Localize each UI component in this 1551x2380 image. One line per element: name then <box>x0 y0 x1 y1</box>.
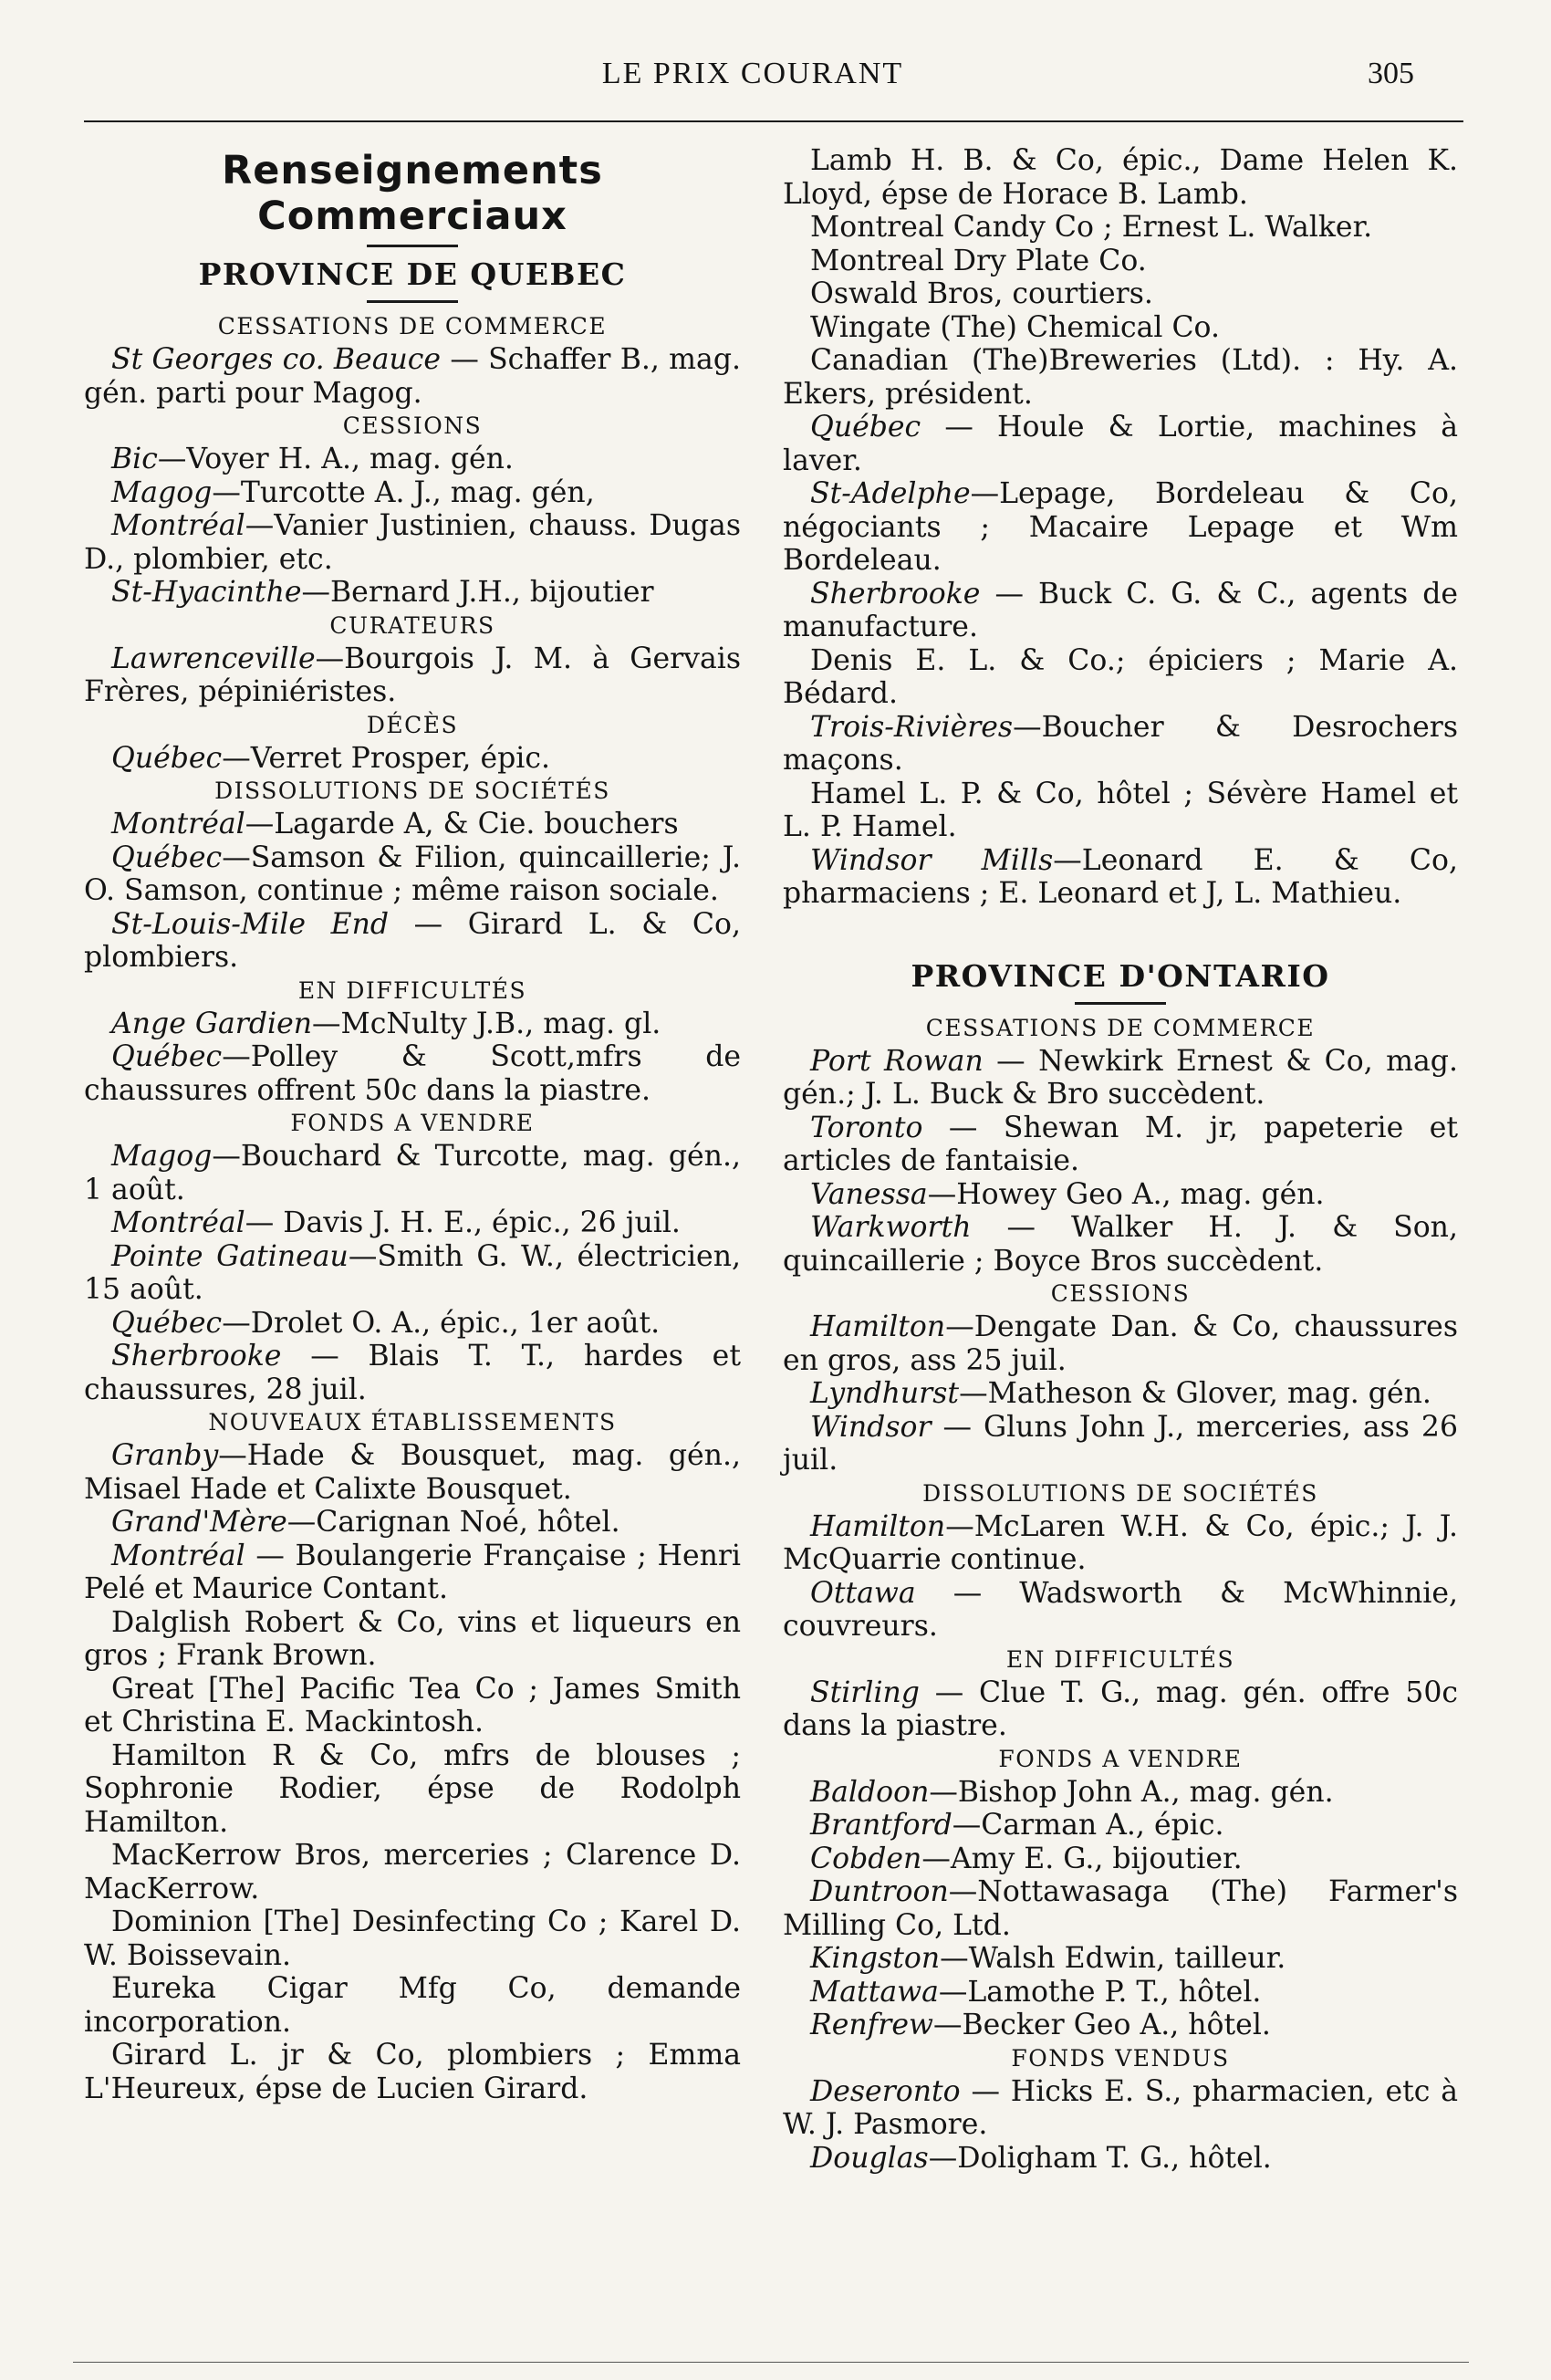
entry-place: Hamilton <box>810 1310 946 1343</box>
entry-place: Grand'Mère <box>111 1506 287 1539</box>
entry <box>84 443 741 476</box>
entry-separator: — <box>389 907 468 941</box>
entry-separator: — <box>222 840 251 874</box>
entry <box>783 211 1458 245</box>
entry-text: Girard L. & Co, plombiers. <box>84 907 741 974</box>
entry <box>783 1577 1458 1644</box>
entry-text: Newkirk Ernest & Co, mag. gén.; J. L. Buck & Bro succèdent. <box>783 1044 1458 1111</box>
entry <box>84 1540 741 1606</box>
entry <box>783 1377 1458 1411</box>
entry <box>84 343 741 410</box>
entry-text: Bernard J.H., bijoutier <box>330 576 654 609</box>
entry-text: Carman A., épic. <box>981 1809 1224 1842</box>
entries-continued <box>783 144 1458 911</box>
province-rule <box>1075 1002 1166 1005</box>
entry <box>783 1942 1458 1976</box>
entry-place: Montréal <box>111 808 245 840</box>
entry <box>783 277 1458 311</box>
entry-text: Carignan Noé, hôtel. <box>316 1506 620 1539</box>
entry-text: Turcotte A. J., mag. gén, <box>240 475 595 509</box>
entry <box>783 711 1458 778</box>
entry-text: Nottawasaga (The) Farmer's Milling Co, Ltd. <box>783 1875 1458 1942</box>
entry <box>783 1976 1458 2009</box>
entry <box>783 344 1458 411</box>
entry-separator: — <box>245 808 275 840</box>
section-heading-difficultes: EN DIFFICULTÉS <box>297 976 527 1004</box>
entry-separator: — <box>441 343 489 376</box>
entry-text: Smith G. W., électricien, 15 août. <box>84 1239 742 1306</box>
entry-separator: — <box>932 2009 963 2041</box>
entries-curateurs <box>84 642 741 709</box>
page-number: 305 <box>1368 57 1414 90</box>
entry <box>84 1007 741 1041</box>
entry-place: Ottawa <box>810 1576 916 1610</box>
entries-nouveaux-etablissements <box>84 1439 741 2105</box>
entry-place: Pointe Gatineau <box>111 1239 349 1273</box>
entry-place: Stirling <box>810 1675 920 1709</box>
section-heading-fonds-a-vendre: FONDS A VENDRE <box>290 1110 535 1136</box>
entries-dissolutions <box>783 1510 1458 1644</box>
entry-separator: — <box>245 1539 296 1572</box>
entry-separator: — <box>1013 710 1042 744</box>
entry <box>84 908 741 975</box>
entry-text: Oswald Bros, courtiers. <box>810 277 1153 310</box>
province-ontario-heading: PROVINCE D'ONTARIO <box>911 957 1330 994</box>
entry <box>783 411 1458 477</box>
left-column <box>84 144 741 2105</box>
entry-text: Houle & Lortie, machines à laver. <box>783 411 1458 477</box>
entry-text: Bishop John A., mag. gén. <box>957 1775 1334 1809</box>
entry-separator: — <box>971 1211 1072 1244</box>
section-heading-cessations: CESSATIONS DE COMMERCE <box>217 313 608 339</box>
entry <box>783 1045 1458 1112</box>
entry-place: St Georges co. Beauce <box>111 343 442 376</box>
journal-title: LE PRIX COURANT <box>601 57 904 90</box>
entry-separator: — <box>921 1842 951 1875</box>
entry-text: Bourgois J. M. à Gervais Frères, pépiniéristes. <box>84 642 741 708</box>
entries-fonds-vendus <box>783 2075 1458 2176</box>
entry-separator: — <box>948 1875 978 1908</box>
entry-separator: — <box>245 1206 284 1239</box>
main-title: Renseignements Commerciaux <box>222 148 603 239</box>
entry <box>783 578 1458 644</box>
header-rule <box>84 120 1463 122</box>
entry-text: Bouchard & Turcotte, mag. gén., 1 août. <box>84 1140 741 1206</box>
entry-text: Schaffer B., mag. gén. parti pour Magog. <box>84 343 741 410</box>
entry-place: St-Adelphe <box>810 477 971 510</box>
entry-text: Blais T. T., hardes et chaussures, 28 juil. <box>84 1340 741 1406</box>
entry <box>783 311 1458 345</box>
entry <box>84 509 741 576</box>
entry-place: Trois-Rivières <box>810 710 1014 744</box>
entry-text: Lamb H. B. & Co, épic., Dame Helen K. Lloyd, épse de Horace B. Lamb. <box>783 144 1458 211</box>
right-column <box>783 144 1458 2175</box>
entry-separator: — <box>959 1377 988 1410</box>
entry <box>783 1211 1458 1278</box>
entry-separator: — <box>919 1675 980 1709</box>
entry <box>84 476 741 510</box>
entry <box>84 1040 741 1107</box>
entry-place: Mattawa <box>810 1975 939 2009</box>
entry-text: Lamothe P. T., hôtel. <box>967 1975 1262 2009</box>
entry-place: Warkworth <box>810 1211 972 1244</box>
entry-separator: — <box>212 1140 241 1173</box>
entry <box>783 644 1458 711</box>
entry-place: Lawrenceville <box>111 642 316 675</box>
entry <box>783 2142 1458 2176</box>
entry-place: Québec <box>111 840 223 874</box>
entry-text: Shewan M. jr, papeterie et articles de fantaisie. <box>783 1111 1458 1177</box>
entry <box>783 1875 1458 1942</box>
section-heading-cessions: CESSIONS <box>342 412 483 439</box>
section-heading-fonds-vendus: FONDS VENDUS <box>1011 2044 1230 2072</box>
section-heading-nouveaux-etablissements: NOUVEAUX ÉTABLISSEMENTS <box>208 1409 617 1435</box>
entry-separator: — <box>348 1239 378 1273</box>
entry-place: Renfrew <box>810 2009 933 2041</box>
entry <box>783 1776 1458 1810</box>
entry-place: Québec <box>810 411 921 444</box>
entry-text: Amy E. G., bijoutier. <box>950 1842 1243 1875</box>
entry-text: Boucher & Desrochers maçons. <box>783 710 1458 777</box>
entry <box>84 1972 741 2039</box>
page-header <box>91 57 1414 104</box>
entry-text: Montreal Dry Plate Co. <box>810 244 1147 277</box>
entry-text: Hamel L. P. & Co, hôtel ; Sévère Hamel et L. P. Hamel. <box>783 777 1458 843</box>
entry-text: Dominion [The] Desinfecting Co ; Karel D. W. Boissevain. <box>84 1905 741 1972</box>
entry <box>783 1676 1458 1743</box>
entry-text: Hamilton R & Co, mfrs de blouses ; Sophronie Rodier, épse de Rodolph Hamilton. <box>84 1738 741 1839</box>
entry <box>783 1310 1458 1377</box>
entry-text: Verret Prosper, épic. <box>250 741 550 775</box>
entry-separator: — <box>222 1306 251 1340</box>
entry <box>783 477 1458 578</box>
entry-place: Douglas <box>810 2141 929 2175</box>
entry <box>84 1606 741 1673</box>
entry <box>84 742 741 776</box>
entry-text: Becker Geo A., hôtel. <box>962 2009 1271 2041</box>
entries-fonds-a-vendre <box>783 1776 1458 2042</box>
entry-separator: — <box>980 577 1039 611</box>
entry <box>84 841 741 908</box>
entry <box>84 576 741 610</box>
entry-text: Gluns John J., merceries, ass 26 juil. <box>783 1410 1458 1477</box>
entry-text: Buck C. G. & C., agents de manufacture. <box>783 577 1458 643</box>
entry-place: Montréal <box>111 1206 245 1239</box>
entry-place: Toronto <box>810 1111 923 1144</box>
entry <box>783 1178 1458 1212</box>
entry <box>783 1809 1458 1842</box>
entry-text: Lagarde A, & Cie. bouchers <box>274 808 679 840</box>
entry <box>84 1240 741 1307</box>
entry-text: Hade & Bousquet, mag. gén., Misael Hade et Calixte Bousquet. <box>84 1439 741 1506</box>
entry-text: Matheson & Glover, mag. gén. <box>987 1377 1431 1410</box>
entry-separator: — <box>212 475 241 509</box>
section-heading-difficultes: EN DIFFICULTÉS <box>1005 1645 1235 1673</box>
entry <box>783 778 1458 844</box>
entry-text: Doligham T. G., hôtel. <box>957 2141 1272 2175</box>
entry-place: St-Louis-Mile End <box>111 907 390 941</box>
section-heading-cessations: CESSATIONS DE COMMERCE <box>925 1014 1316 1041</box>
entry-text: McLaren W.H. & Co, épic.; J. J. McQuarrie continue. <box>783 1509 1458 1576</box>
entry-text: Polley & Scott,mfrs de chaussures offrent 50c dans la piastre. <box>84 1040 741 1107</box>
entry-text: Hicks E. S., pharmacien, etc à W. J. Pasmore. <box>783 2074 1458 2141</box>
entry <box>84 642 741 709</box>
entry-place: Magog <box>111 475 213 509</box>
entries-cessions <box>84 443 741 610</box>
entry-separator: — <box>938 1975 968 2009</box>
entry <box>84 1673 741 1739</box>
entry-separator: — <box>922 1111 1004 1144</box>
entry-separator: — <box>301 576 331 609</box>
entry-separator: — <box>915 1576 1020 1610</box>
entry-place: Duntroon <box>810 1875 949 1908</box>
entry-place: St-Hyacinthe <box>111 576 302 609</box>
entry-text: Leonard E. & Co, pharmaciens ; E. Leonard et J, L. Mathieu. <box>783 843 1458 910</box>
entry-place: Montréal <box>111 1539 245 1572</box>
entry-text: Drolet O. A., épic., 1er août. <box>250 1306 661 1340</box>
entry-separator: — <box>940 1942 969 1975</box>
entry <box>84 1307 741 1341</box>
section-heading-deces: DÉCÈS <box>366 711 459 738</box>
entry <box>783 1411 1458 1477</box>
entry-text: Samson & Filion, quincaillerie; J. O. Samson, continue ; même raison sociale. <box>84 840 741 907</box>
entry <box>84 2039 741 2105</box>
entry <box>783 1510 1458 1577</box>
entry-text: Davis J. H. E., épic., 26 juil. <box>283 1206 681 1239</box>
entry-separator: — <box>921 411 998 444</box>
entry <box>84 1839 741 1905</box>
section-heading-dissolutions: DISSOLUTIONS DE SOCIÉTÉS <box>214 778 610 804</box>
entry-place: Sherbrooke <box>810 577 981 611</box>
section-heading-fonds-a-vendre: FONDS A VENDRE <box>998 1745 1243 1772</box>
entry-text: McNulty J.B., mag. gl. <box>340 1007 661 1040</box>
entry <box>783 844 1458 911</box>
entry-separator: — <box>312 1007 341 1040</box>
entry-separator: — <box>157 443 187 475</box>
entry-place: Windsor <box>810 1410 932 1444</box>
entry-text: Canadian (The)Breweries (Ltd). : Hy. A. Ekers, président. <box>783 344 1458 411</box>
entry-place: Port Rowan <box>810 1044 984 1078</box>
entry-text: Lepage, Bordeleau & Co, négociants ; Macaire Lepage et Wm Bordeleau. <box>783 477 1458 577</box>
entry-text: Voyer H. A., mag. gén. <box>186 443 514 475</box>
entry-place: Bic <box>111 443 158 475</box>
entry-text: Eureka Cigar Mfg Co, demande incorporation. <box>84 1972 741 2039</box>
entry-text: Walsh Edwin, tailleur. <box>968 1942 1286 1975</box>
entries-difficultes <box>84 1007 741 1108</box>
entry-place: Sherbrooke <box>111 1340 282 1373</box>
entry-separator: — <box>286 1506 317 1539</box>
entry-place: Brantford <box>810 1809 952 1842</box>
entry-text: Vanier Justinien, chauss. Dugas D., plombier, etc. <box>84 509 741 576</box>
entry-place: Deseronto <box>810 2074 961 2108</box>
entry-separator: — <box>952 1809 982 1842</box>
entry-text: Great [The] Pacific Tea Co ; James Smith et Christina E. Mackintosh. <box>84 1672 741 1738</box>
entry <box>84 1439 741 1506</box>
entry-text: Montreal Candy Co ; Ernest L. Walker. <box>810 211 1373 244</box>
entry-text: Wadsworth & McWhinnie, couvreurs. <box>783 1576 1459 1643</box>
entry-separator: — <box>960 2074 1011 2108</box>
entry <box>783 1112 1458 1178</box>
entry-place: Ange Gardien <box>111 1007 313 1040</box>
entry-text: Walker H. J. & Son, quincaillerie ; Boyce Bros succèdent. <box>783 1211 1458 1278</box>
entry-separator: — <box>222 741 251 775</box>
entry <box>783 1842 1458 1876</box>
entry-separator: — <box>245 509 275 542</box>
section-heading-dissolutions: DISSOLUTIONS DE SOCIÉTÉS <box>922 1479 1318 1507</box>
entry-separator: — <box>945 1509 974 1543</box>
title-rule <box>367 245 458 247</box>
entry <box>84 1905 741 1972</box>
entry-place: Cobden <box>810 1842 922 1875</box>
entry-text: Boulangerie Française ; Henri Pelé et Maurice Contant. <box>84 1539 741 1605</box>
entry-separator: — <box>222 1040 251 1073</box>
province-rule <box>367 300 458 303</box>
entry <box>84 1340 741 1406</box>
entry-place: Montréal <box>111 509 245 542</box>
entry-text: Wingate (The) Chemical Co. <box>810 310 1220 344</box>
entry-text: Denis E. L. & Co.; épiciers ; Marie A. Bédard. <box>783 643 1458 710</box>
entry <box>783 2009 1458 2042</box>
entry <box>783 2075 1458 2142</box>
entry-place: Windsor Mills <box>810 843 1054 877</box>
entries-fonds-a-vendre <box>84 1140 741 1406</box>
entry <box>84 1140 741 1206</box>
entries-cessations <box>783 1045 1458 1279</box>
entries-deces <box>84 742 741 776</box>
entry-text: Dalglish Robert & Co, vins et liqueurs en gros ; Frank Brown. <box>84 1605 741 1672</box>
entry-place: Kingston <box>810 1942 941 1975</box>
entry-separator: — <box>927 1177 957 1211</box>
entries-cessations <box>84 343 741 410</box>
entry-text: Clue T. G., mag. gén. offre 50c dans la piastre. <box>783 1675 1458 1742</box>
entry-text: MacKerrow Bros, merceries ; Clarence D. MacKerrow. <box>84 1839 741 1905</box>
entry-text: Dengate Dan. & Co, chaussures en gros, ass 25 juil. <box>783 1310 1458 1377</box>
entry-separator: — <box>928 2141 958 2175</box>
entry-separator: — <box>281 1340 369 1373</box>
entry-place: Granby <box>111 1439 219 1472</box>
entry-separator: — <box>218 1439 247 1472</box>
entries-dissolutions <box>84 808 741 975</box>
entry-place: Québec <box>111 1306 223 1340</box>
entry-place: Magog <box>111 1140 213 1173</box>
entry <box>84 1206 741 1240</box>
entry <box>783 144 1458 211</box>
entry-separator: — <box>315 642 345 675</box>
entry-place: Hamilton <box>810 1509 946 1543</box>
entry <box>84 1506 741 1540</box>
section-heading-curateurs: CURATEURS <box>329 611 495 639</box>
entry-separator: — <box>945 1310 974 1343</box>
entry <box>84 1739 741 1840</box>
entry <box>84 808 741 841</box>
entry-place: Lyndhurst <box>810 1377 960 1410</box>
entry <box>783 245 1458 278</box>
entries-difficultes <box>783 1676 1458 1743</box>
section-heading-cessions: CESSIONS <box>1050 1280 1191 1307</box>
province-quebec-heading: PROVINCE DE QUEBEC <box>198 256 627 292</box>
entry-separator: — <box>931 1410 984 1444</box>
entry-place: Baldoon <box>810 1775 930 1809</box>
entry-separator: — <box>929 1775 958 1809</box>
entry-text: Howey Geo A., mag. gén. <box>956 1177 1325 1211</box>
entry-separator: — <box>970 477 1000 510</box>
entry-place: Québec <box>111 741 223 775</box>
entry-place: Vanessa <box>810 1177 928 1211</box>
entry-text: Girard L. jr & Co, plombiers ; Emma L'Heureux, épse de Lucien Girard. <box>84 2039 741 2105</box>
entry-place: Québec <box>111 1040 223 1073</box>
entry-separator: — <box>983 1044 1039 1078</box>
entries-cessions <box>783 1310 1458 1477</box>
footer-rule <box>73 2362 1469 2363</box>
entry-separator: — <box>1053 843 1082 877</box>
